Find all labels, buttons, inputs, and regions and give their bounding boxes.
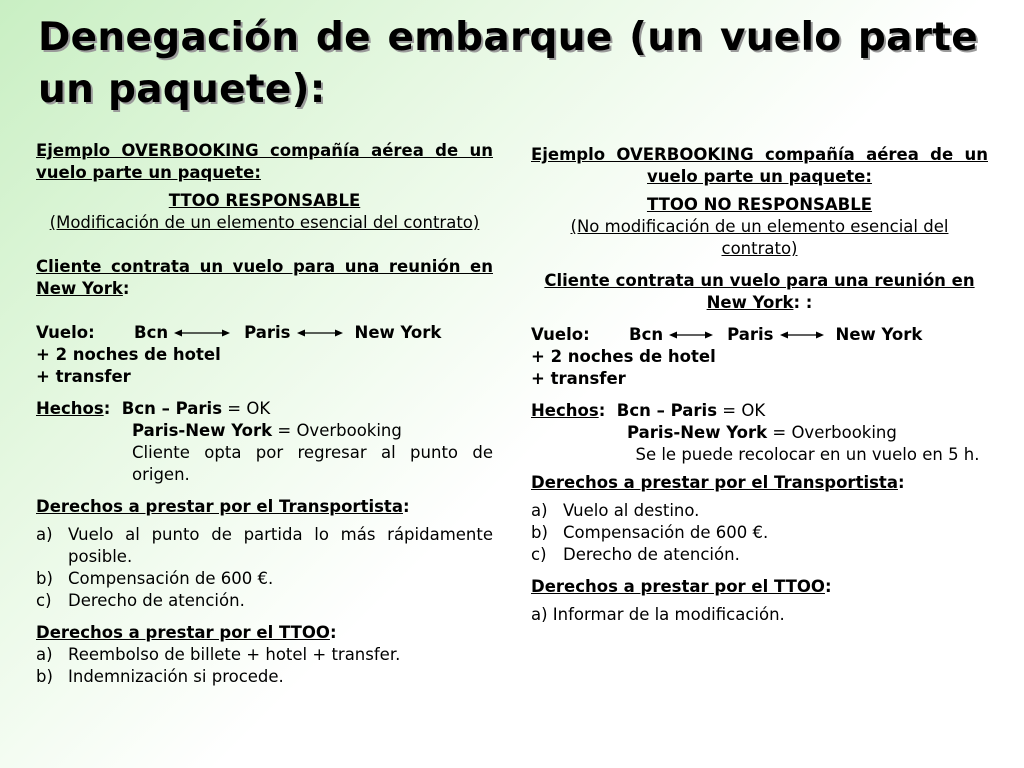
right-column xyxy=(531,144,988,626)
right-transportista-item xyxy=(531,522,988,544)
right-hechos-label: Hechos xyxy=(531,401,599,420)
left-transportista-item xyxy=(36,524,493,568)
right-transportista-list xyxy=(531,500,988,566)
right-vuelo-label: Vuelo: xyxy=(531,325,590,344)
left-ttoo-item-text: Reembolso de billete + hotel + transfer. xyxy=(68,645,401,664)
left-responsable-note: (Modificación de un elemento esencial del contrato) xyxy=(49,213,480,232)
right-transfer: + transfer xyxy=(531,369,626,388)
left-transportista-heading: Derechos a prestar por el Transportista: xyxy=(36,497,410,516)
right-ttoo-heading xyxy=(531,576,988,598)
left-transportista-item xyxy=(36,568,493,590)
right-transportista-item xyxy=(531,500,988,522)
right-transportista-colon: : xyxy=(897,473,905,492)
right-responsable-note: (No modificación de un elemento esencial del contrato) xyxy=(570,217,949,258)
left-city-paris: Paris xyxy=(244,323,291,342)
left-transportista-item-key: c) xyxy=(36,591,52,610)
right-hotel: + 2 noches de hotel xyxy=(531,347,716,366)
right-city-paris: Paris xyxy=(727,325,774,344)
left-ttoo-item-text: Indemnización si procede. xyxy=(68,667,284,686)
left-ttoo-item-key: b) xyxy=(36,667,53,686)
left-cliente-text: Cliente contrata un vuelo para una reunión en New York xyxy=(36,257,493,298)
right-city-bcn: Bcn xyxy=(629,325,664,344)
left-ttoo-item xyxy=(36,666,493,688)
left-hechos-status1: = OK xyxy=(222,399,271,418)
left-responsable: TTOO RESPONSABLE xyxy=(168,191,361,210)
right-hechos-note: Se le puede recolocar en un vuelo en 5 h. xyxy=(635,445,980,464)
right-transportista-item-text: Vuelo al destino. xyxy=(563,501,700,520)
left-transportista-item-text: Vuelo al punto de partida lo más rápidamente posible. xyxy=(68,525,493,566)
right-cliente xyxy=(531,270,988,314)
left-flight-route xyxy=(36,322,493,344)
right-transportista-item-key: a) xyxy=(531,501,548,520)
left-hechos-label: Hechos xyxy=(36,399,104,418)
right-ttoo-item: a) Informar de la modificación. xyxy=(531,605,785,624)
left-cliente-colon: : xyxy=(122,279,130,298)
left-city-newyork: New York xyxy=(354,323,442,342)
right-cliente-colon: : : xyxy=(793,293,813,312)
double-arrow-icon xyxy=(669,324,713,346)
double-arrow-icon xyxy=(174,322,230,344)
right-transportista-item-key: b) xyxy=(531,523,548,542)
left-transportista-text: Derechos a prestar por el Transportista xyxy=(36,497,403,516)
left-column xyxy=(36,140,493,688)
left-hechos-note: Cliente opta por regresar al punto de origen. xyxy=(132,443,493,484)
left-transportista-list xyxy=(36,524,493,612)
left-transfer: + transfer xyxy=(36,367,131,386)
right-hechos: Hechos: Bcn – Paris = OK Paris-New York = Overbooking Se le puede recolocar en un vuelo en 5 h. xyxy=(531,400,988,466)
left-transportista-item-key: b) xyxy=(36,569,53,588)
left-ttoo-item xyxy=(36,644,493,666)
right-cliente-text: Cliente contrata un vuelo para una reunión en New York xyxy=(544,271,975,312)
left-hechos-route1: Bcn – Paris xyxy=(121,399,223,418)
right-example-heading: Ejemplo OVERBOOKING compañía aérea de un vuelo parte un paquete: xyxy=(531,145,988,186)
left-example-heading: Ejemplo OVERBOOKING compañía aérea de un vuelo parte un paquete: xyxy=(36,141,493,182)
left-hechos-status2: = Overbooking xyxy=(272,421,402,440)
double-arrow-icon xyxy=(297,322,343,344)
right-hechos-status1: = OK xyxy=(717,401,766,420)
right-hechos-status2: = Overbooking xyxy=(767,423,897,442)
left-ttoo-item-key: a) xyxy=(36,645,53,664)
left-transportista-item-text: Derecho de atención. xyxy=(68,591,245,610)
right-transportista-item xyxy=(531,544,988,566)
left-hechos: Hechos: Bcn – Paris = OK Paris-New York = Overbooking Cliente opta por regresar al punto de origen. xyxy=(36,399,493,484)
left-ttoo-heading: Derechos a prestar por el TTOO: xyxy=(36,623,337,642)
right-city-newyork: New York xyxy=(835,325,923,344)
right-hechos-route1: Bcn – Paris xyxy=(616,401,718,420)
left-cliente xyxy=(36,256,493,300)
left-hotel: + 2 noches de hotel xyxy=(36,345,221,364)
right-transportista-item-key: c) xyxy=(531,545,547,564)
right-responsable: TTOO NO RESPONSABLE xyxy=(646,195,873,214)
slide-title: Denegación de embarque (un vuelo parte un paquete): xyxy=(38,15,978,112)
left-transportista-item-text: Compensación de 600 €. xyxy=(68,569,274,588)
right-ttoo-text: Derechos a prestar por el TTOO xyxy=(531,577,825,596)
right-transportista-heading xyxy=(531,472,988,494)
right-flight-route xyxy=(531,324,988,346)
right-transportista-item-text: Derecho de atención. xyxy=(563,545,740,564)
right-transportista-item-text: Compensación de 600 €. xyxy=(563,523,769,542)
left-hechos-route2: Paris-New York xyxy=(132,421,273,440)
right-hechos-route2: Paris-New York xyxy=(627,423,768,442)
right-transportista-text: Derechos a prestar por el Transportista xyxy=(531,473,898,492)
double-arrow-icon xyxy=(780,324,824,346)
left-city-bcn: Bcn xyxy=(134,323,169,342)
left-transportista-item-key: a) xyxy=(36,525,53,544)
left-ttoo-list xyxy=(36,644,493,688)
left-ttoo-text: Derechos a prestar por el TTOO xyxy=(36,623,330,642)
right-ttoo-colon: : xyxy=(824,577,832,596)
left-vuelo-label: Vuelo: xyxy=(36,323,95,342)
left-transportista-item xyxy=(36,590,493,612)
